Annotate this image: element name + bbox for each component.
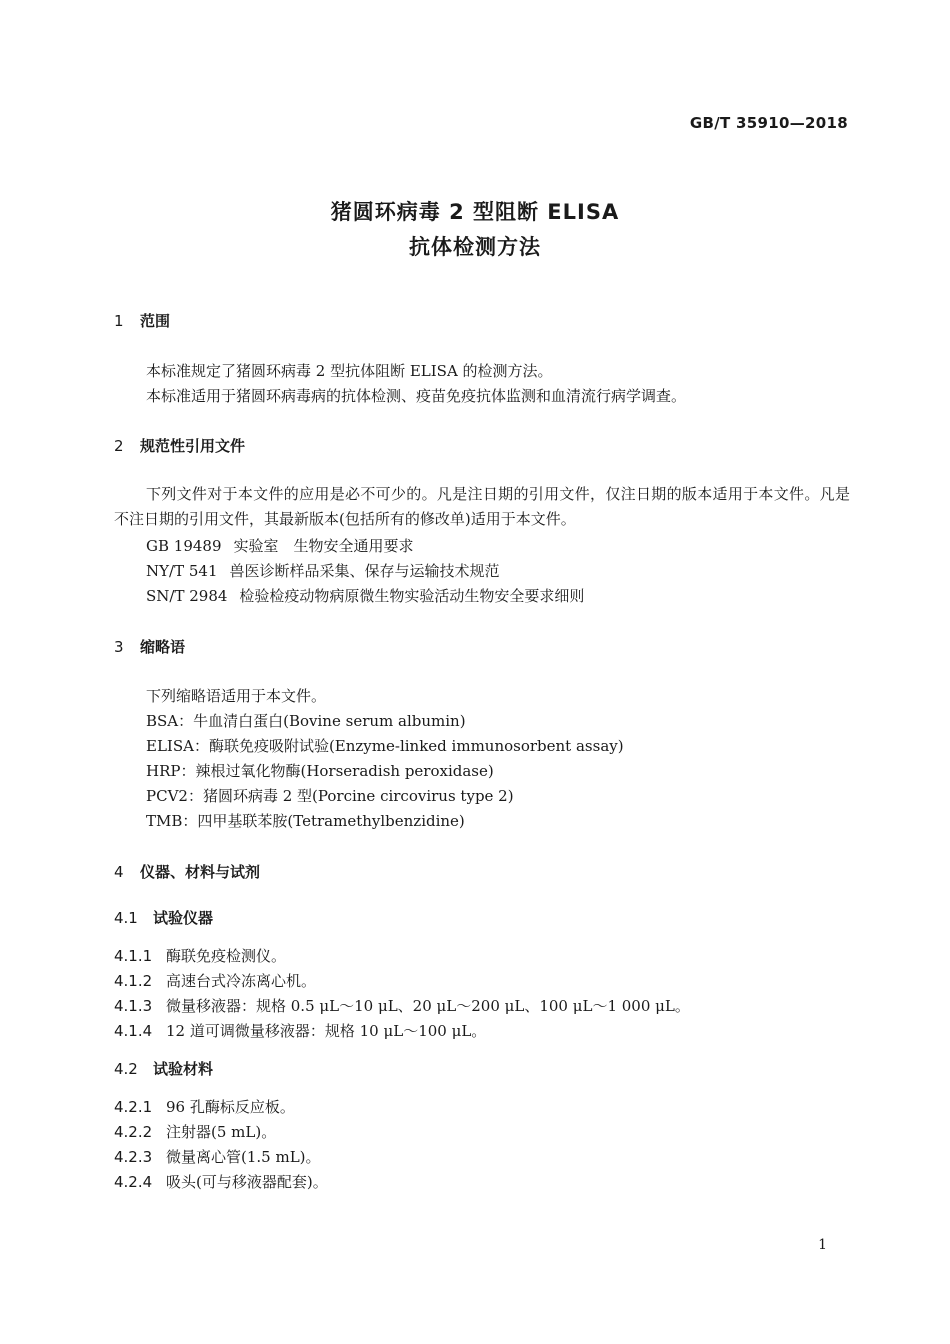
item-text: 微量离心管(1.5 mL)。 [166, 1148, 321, 1166]
section-title: 试验仪器 [153, 909, 214, 927]
section-title: 范围 [140, 312, 171, 330]
item-number: 4.2.4 [114, 1173, 153, 1191]
section-4-2-heading [114, 1058, 213, 1079]
item-text: 高速台式冷冻离心机。 [166, 972, 317, 990]
reference-code: NY/T 541 [146, 562, 218, 580]
reference-code: GB 19489 [146, 537, 222, 555]
section-number: 2 [114, 437, 124, 455]
section-title: 试验材料 [153, 1060, 214, 1078]
item-number: 4.2.2 [114, 1123, 153, 1141]
paragraph: 下列缩略语适用于本文件。 [146, 687, 327, 705]
reference-item [146, 560, 500, 581]
abbreviation-item: BSA：牛血清白蛋白(Bovine serum albumin) [146, 712, 466, 730]
reference-item [146, 535, 414, 556]
reference-title: 实验室 生物安全通用要求 [233, 537, 414, 555]
section-number: 4.2 [114, 1060, 138, 1078]
list-item [114, 1020, 486, 1041]
section-number: 1 [114, 312, 124, 330]
section-4-heading [114, 861, 260, 882]
item-number: 4.1.2 [114, 972, 153, 990]
paragraph: 本标准规定了猪圆环病毒 2 型抗体阻断 ELISA 的检测方法。 [146, 362, 553, 380]
reference-title: 兽医诊断样品采集、保存与运输技术规范 [229, 562, 500, 580]
reference-code: SN/T 2984 [146, 587, 228, 605]
item-text: 酶联免疫检测仪。 [166, 947, 287, 965]
abbreviation-item: HRP：辣根过氧化物酶(Horseradish peroxidase) [146, 762, 494, 780]
list-item [114, 970, 316, 991]
abbreviation-item: TMB：四甲基联苯胺(Tetramethylbenzidine) [146, 812, 465, 830]
standard-number: GB/T 35910—2018 [689, 114, 848, 132]
abbreviation-item: PCV2：猪圆环病毒 2 型(Porcine circovirus type 2) [146, 787, 514, 805]
list-item [114, 945, 286, 966]
paragraph: 本标准适用于猪圆环病毒病的抗体检测、疫苗免疫抗体监测和血清流行病学调查。 [146, 387, 687, 405]
list-item [114, 1121, 276, 1142]
section-number: 4.1 [114, 909, 138, 927]
reference-item [146, 585, 584, 606]
section-title: 规范性引用文件 [140, 437, 246, 455]
section-4-1-heading [114, 907, 213, 928]
item-text: 12 道可调微量移液器：规格 10 μL～100 μL。 [166, 1022, 487, 1040]
section-2-heading [114, 435, 245, 456]
list-item [114, 1096, 295, 1117]
list-item [114, 995, 690, 1016]
item-number: 4.1.1 [114, 947, 153, 965]
page-number: 1 [818, 1237, 827, 1253]
abbreviation-item: ELISA：酶联免疫吸附试验(Enzyme-linked immunosorbent assay) [146, 737, 624, 755]
item-number: 4.1.3 [114, 997, 153, 1015]
list-item [114, 1146, 321, 1167]
item-text: 96 孔酶标反应板。 [166, 1098, 295, 1116]
list-item [114, 1171, 328, 1192]
section-3-heading [114, 636, 185, 657]
reference-title: 检验检疫动物病原微生物实验活动生物安全要求细则 [239, 587, 585, 605]
item-number: 4.2.1 [114, 1098, 153, 1116]
item-text: 微量移液器：规格 0.5 μL～10 μL、20 μL～200 μL、100 μL～1 000 μL。 [166, 997, 690, 1015]
paragraph: 下列文件对于本文件的应用是必不可少的。凡是注日期的引用文件，仅注日期的版本适用于本文件。凡是不注日期的引用文件，其最新版本(包括所有的修改单)适用于本文件。 [114, 485, 850, 528]
section-number: 3 [114, 638, 124, 656]
doc-title-line2: 抗体检测方法 [409, 235, 541, 259]
item-text: 吸头(可与移液器配套)。 [166, 1173, 328, 1191]
section-1-heading [114, 310, 170, 331]
section-number: 4 [114, 863, 124, 881]
section-title: 仪器、材料与试剂 [140, 863, 261, 881]
item-text: 注射器(5 mL)。 [166, 1123, 277, 1141]
doc-title-line1: 猪圆环病毒 2 型阻断 ELISA [330, 200, 620, 224]
item-number: 4.1.4 [114, 1022, 153, 1040]
item-number: 4.2.3 [114, 1148, 153, 1166]
section-title: 缩略语 [140, 638, 186, 656]
